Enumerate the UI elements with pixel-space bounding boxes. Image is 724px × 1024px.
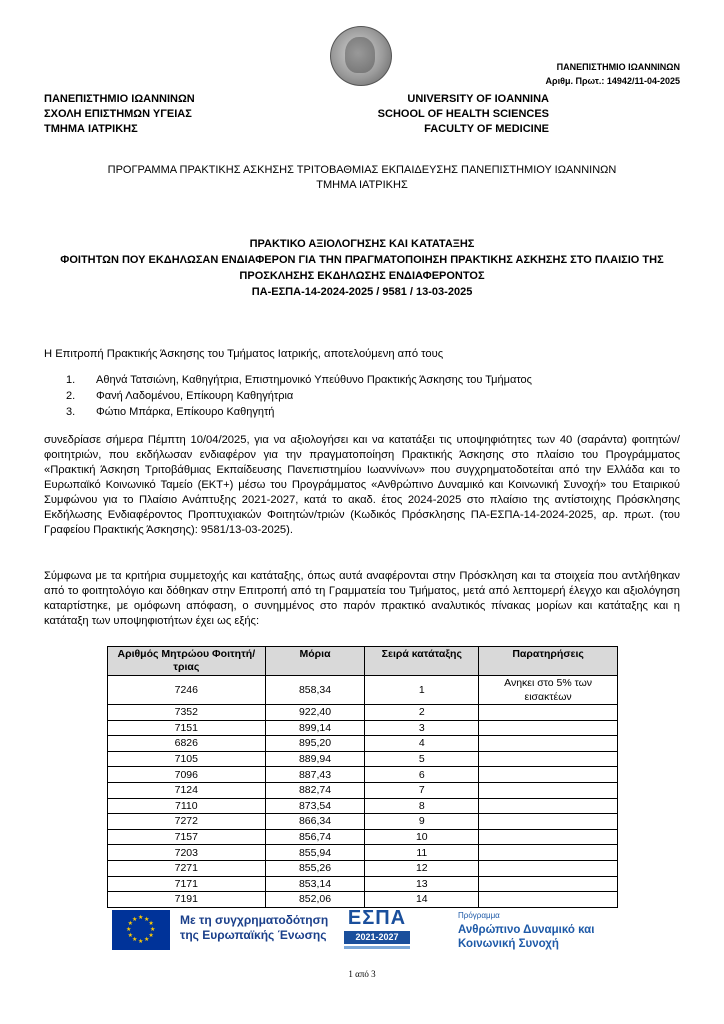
cell-notes: [479, 829, 618, 845]
header-left-line: ΠΑΝΕΠΙΣΤΗΜΙΟ ΙΩΑΝΝΙΝΩΝ: [44, 93, 195, 105]
cell-notes: [479, 892, 618, 908]
eu-star-icon: ★: [132, 937, 138, 944]
eu-star-icon: ★: [126, 927, 132, 933]
program-name-line: Κοινωνική Συνοχή: [458, 938, 559, 950]
cell-registry-number: 7151: [108, 720, 266, 736]
cell-notes: [479, 705, 618, 721]
cell-notes: [479, 751, 618, 767]
table-row: [108, 814, 618, 830]
list-item: [66, 388, 680, 404]
list-text: Αθηνά Τατσιώνη, Καθηγήτρια, Επιστημονικό Υπεύθυνο Πρακτικής Άσκησης του Τμήματος: [96, 374, 532, 386]
table-row: [108, 736, 618, 752]
ranking-table: [107, 646, 618, 908]
eu-cofunding-text: [180, 913, 328, 943]
cell-rank: 10: [365, 829, 479, 845]
cell-notes: [479, 736, 618, 752]
cell-rank: 14: [365, 892, 479, 908]
document-title: [30, 236, 694, 300]
cell-registry-number: 7105: [108, 751, 266, 767]
cell-rank: 11: [365, 845, 479, 861]
list-item: [66, 372, 680, 388]
table-row: [108, 876, 618, 892]
cell-registry-number: 7352: [108, 705, 266, 721]
espa-years: 2021-2027: [344, 931, 410, 944]
cell-points: 855,26: [265, 860, 365, 876]
title-line: ΠΑ-ΕΣΠΑ-14-2024-2025 / 9581 / 13-03-2025: [251, 286, 473, 298]
list-text: Φανή Λαδομένου, Επίκουρη Καθηγήτρια: [96, 390, 294, 402]
header-right: [378, 92, 549, 137]
cell-rank: 3: [365, 720, 479, 736]
table-row: [108, 751, 618, 767]
title-line: ΠΡΟΣΚΛΗΣΗΣ ΕΚΔΗΛΩΣΗΣ ΕΝΔΙΑΦΕΡΟΝΤΟΣ: [239, 270, 485, 282]
cell-rank: 9: [365, 814, 479, 830]
cell-rank: 7: [365, 782, 479, 798]
eu-star-icon: ★: [144, 937, 150, 944]
cell-registry-number: 7246: [108, 676, 266, 705]
eu-star-icon: ★: [127, 933, 133, 939]
program-label: Πρόγραμμα: [458, 911, 500, 920]
cell-points: 866,34: [265, 814, 365, 830]
cell-notes: [479, 782, 618, 798]
title-line: ΦΟΙΤΗΤΩΝ ΠΟΥ ΕΚΔΗΛΩΣΑΝ ΕΝΔΙΑΦΕΡΟΝ ΓΙΑ ΤΗΝ ΠΡΑΓΜΑΤΟΠΟΙΗΣΗ ΠΡΑΚΤΙΚΗΣ ΑΣΚΗΣΗΣ ΣΤΟ ΠΛΑΙΣΙΟ ΤΗΣ: [60, 254, 664, 266]
paragraph-meeting: συνεδρίασε σήμερα Πέμπτη 10/04/2025, για να αξιολογήσει και να κατατάξει τις υποψηφιότητες των 40 (σαράντα) φοιτητών/φοιτητριών, που εκδήλωσαν ενδιαφέρον για την πραγματοποίηση Πρακτικής Άσκησης στο πλαίσιο του Προγράμματος «Πρακτική Άσκηση Τριτοβάθμιας Εκπαίδευσης Πανεπιστημίου Ιωαννίνων» που συγχρηματοδοτείται από την Ελλάδα και το Ευρωπαϊκό Κοινωνικό Ταμείο (ΕΚΤ+) μέσω του Προγράμματος «Ανθρώπινο Δυναμικό και Κοινωνική Συνοχή» του Εταιρικού Συμφώνου για το Πλαίσιο Ανάπτυξης 2021-2027, κατά το ακαδ. έτος 2024-2025 στο πλαίσιο της αντίστοιχης Πρόσκλησης Εκδήλωσης Ενδιαφέροντος Προπτυχιακών Φοιτητών/τριών (Κωδικός Πρόσκλησης ΠΑ-ΕΣΠΑ-14-2024-2025, αρ. πρωτ. (του Γραφείου Πρακτικής Άσκησης): 9581/13-03-2025).: [44, 434, 680, 536]
table-row: [108, 767, 618, 783]
table-header-row: [108, 647, 618, 676]
cell-points: 858,34: [265, 676, 365, 705]
table-row: [108, 892, 618, 908]
eu-star-icon: ★: [150, 927, 156, 933]
program-line: ΠΡΟΓΡΑΜΜΑ ΠΡΑΚΤΙΚΗΣ ΑΣΚΗΣΗΣ ΤΡΙΤΟΒΑΘΜΙΑΣ ΕΚΠΑΙΔΕΥΣΗΣ ΠΑΝΕΠΙΣΤΗΜΙΟΥ ΙΩΑΝΝΙΝΩΝ: [107, 164, 617, 176]
header-right-line: SCHOOL OF HEALTH SCIENCES: [377, 108, 549, 120]
cell-points: 873,54: [265, 798, 365, 814]
table-row: [108, 705, 618, 721]
eu-line: Με τη συγχρηματοδότηση: [180, 913, 329, 927]
eu-star-icon: ★: [148, 921, 154, 927]
cell-points: 855,94: [265, 845, 365, 861]
eu-star-icon: ★: [148, 933, 154, 939]
espa-text: ΕΣΠΑ: [347, 907, 407, 929]
header-left-line: ΤΜΗΜΑ ΙΑΤΡΙΚΗΣ: [44, 123, 138, 135]
header-right-line: UNIVERSITY OF IOANNINA: [407, 93, 549, 105]
cell-notes: [479, 845, 618, 861]
eu-star-icon: ★: [127, 921, 133, 927]
cell-notes: [479, 798, 618, 814]
espa-logo-icon: [342, 907, 412, 951]
header-left-line: ΣΧΟΛΗ ΕΠΙΣΤΗΜΩΝ ΥΓΕΙΑΣ: [44, 108, 192, 120]
title-line: ΠΡΑΚΤΙΚΟ ΑΞΙΟΛΟΓΗΣΗΣ ΚΑΙ ΚΑΤΑΤΑΞΗΣ: [249, 238, 475, 250]
espa-stripe: [344, 946, 410, 949]
cell-rank: 12: [365, 860, 479, 876]
column-header-registry: Αριθμός Μητρώου Φοιτητή/τριας: [108, 647, 266, 676]
table-row: [108, 676, 618, 705]
page-number: 1 από 3: [348, 969, 376, 979]
cell-registry-number: 7124: [108, 782, 266, 798]
paragraph-criteria: Σύμφωνα με τα κριτήρια συμμετοχής και κατάταξης, όπως αυτά αναφέρονται στην Πρόσκληση και τα στοιχεία που αντλήθηκαν από το φοιτητολόγιο και δόθηκαν στην Επιτροπή από τη Γραμματεία του Τμήματος, μετά από λεπτομερή έλεγχο και αξιολόγηση καταρτίστηκε, με ομόφωνη απόφαση, ο συνημμένος στο παρόν πρακτικό αναλυτικός πίνακας μορίων και κατάταξης και η κατάταξη των υποψηφιοτήτων έχει ως εξής:: [44, 570, 680, 627]
list-number: 2.: [66, 390, 76, 402]
cell-registry-number: 7110: [108, 798, 266, 814]
cell-notes: [479, 814, 618, 830]
cell-points: 887,43: [265, 767, 365, 783]
cell-points: 899,14: [265, 720, 365, 736]
table-row: [108, 829, 618, 845]
eu-star-icon: ★: [138, 939, 144, 945]
university-seal-icon: [330, 26, 392, 86]
cell-points: 856,74: [265, 829, 365, 845]
table-row: [108, 860, 618, 876]
cell-points: 853,14: [265, 876, 365, 892]
cell-rank: 8: [365, 798, 479, 814]
list-number: 3.: [66, 406, 76, 418]
program-name: [458, 923, 594, 951]
cell-rank: 4: [365, 736, 479, 752]
cell-registry-number: 7157: [108, 829, 266, 845]
cell-notes: [479, 876, 618, 892]
cell-points: 889,94: [265, 751, 365, 767]
cell-points: 922,40: [265, 705, 365, 721]
cell-registry-number: 7096: [108, 767, 266, 783]
eu-flag-icon: [112, 910, 170, 950]
cell-rank: 13: [365, 876, 479, 892]
program-heading: [44, 163, 680, 193]
cell-registry-number: 7272: [108, 814, 266, 830]
cell-notes: [479, 860, 618, 876]
cell-registry-number: 7191: [108, 892, 266, 908]
cell-points: 852,06: [265, 892, 365, 908]
cell-notes: [479, 767, 618, 783]
cell-registry-number: 7171: [108, 876, 266, 892]
header-university-top: ΠΑΝΕΠΙΣΤΗΜΙΟ ΙΩΑΝΝΙΝΩΝ: [556, 62, 680, 72]
eu-line: της Ευρωπαϊκής Ένωσης: [180, 928, 327, 942]
header-left: [44, 92, 195, 137]
column-header-points: Μόρια: [265, 647, 365, 676]
eu-star-icon: ★: [144, 916, 150, 923]
table-row: [108, 845, 618, 861]
eu-star-icon: ★: [138, 915, 144, 921]
list-number: 1.: [66, 374, 76, 386]
table-row: [108, 782, 618, 798]
protocol-number: Αριθμ. Πρωτ.: 14942/11-04-2025: [545, 76, 680, 86]
program-name-line: Ανθρώπινο Δυναμικό και: [458, 924, 595, 936]
column-header-rank: Σειρά κατάταξης: [365, 647, 479, 676]
cell-points: 895,20: [265, 736, 365, 752]
cell-registry-number: 7203: [108, 845, 266, 861]
cell-rank: 5: [365, 751, 479, 767]
intro-text: Η Επιτροπή Πρακτικής Άσκησης του Τμήματος Ιατρικής, αποτελούμενη από τους: [44, 348, 444, 360]
list-text: Φώτιο Μπάρκα, Επίκουρο Καθηγητή: [96, 406, 275, 418]
program-line: ΤΜΗΜΑ ΙΑΤΡΙΚΗΣ: [316, 179, 408, 191]
cell-notes: [479, 720, 618, 736]
cell-registry-number: 7271: [108, 860, 266, 876]
cell-rank: 1: [365, 676, 479, 705]
table-row: [108, 720, 618, 736]
cell-notes: Ανηκει στο 5% των εισακτέων: [479, 676, 618, 705]
eu-star-icon: ★: [132, 916, 138, 923]
list-item: [66, 404, 680, 420]
header-right-line: FACULTY OF MEDICINE: [424, 123, 549, 135]
cell-registry-number: 6826: [108, 736, 266, 752]
cell-rank: 2: [365, 705, 479, 721]
committee-list: [66, 372, 680, 420]
cell-rank: 6: [365, 767, 479, 783]
column-header-notes: Παρατηρήσεις: [479, 647, 618, 676]
table-row: [108, 798, 618, 814]
cell-points: 882,74: [265, 782, 365, 798]
